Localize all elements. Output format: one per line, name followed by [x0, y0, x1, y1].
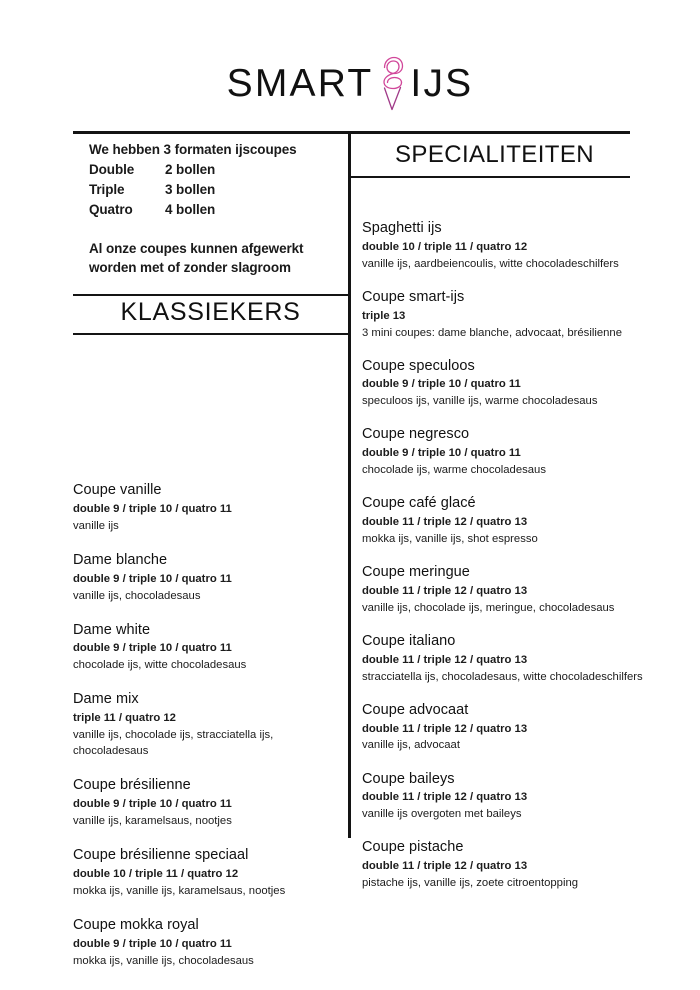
- menu-item: [362, 494, 662, 547]
- intro-block: [73, 140, 341, 278]
- item-description: mokka ijs, vanille ijs, chocoladesaus: [73, 954, 254, 967]
- item-price: double 10 / triple 11 / quatro 12: [73, 867, 239, 880]
- item-price: double 10 / triple 11 / quatro 12: [362, 240, 528, 253]
- item-description: vanille ijs: [73, 519, 119, 532]
- menu-item: [73, 621, 341, 674]
- menu-item: [73, 551, 341, 604]
- menu-item: [73, 481, 341, 534]
- item-price: triple 13: [362, 309, 406, 322]
- top-divider-rule: [73, 131, 630, 134]
- item-description: chocolade ijs, warme chocoladesaus: [362, 464, 546, 477]
- item-description: pistache ijs, vanille ijs, zoete citroentopping: [362, 877, 579, 890]
- item-price: double 11 / triple 12 / quatro 13: [362, 653, 528, 666]
- item-name: Coupe meringue: [362, 564, 470, 581]
- ice-cream-cone-icon: [375, 54, 409, 112]
- intro-note-line2: worden met of zonder slagroom: [89, 260, 291, 276]
- item-name: Coupe café glacé: [362, 495, 476, 512]
- item-name: Coupe brésilienne speciaal: [73, 847, 249, 864]
- brand-logo: [0, 52, 700, 114]
- item-name: Spaghetti ijs: [362, 220, 442, 236]
- specialiteiten-list: [362, 219, 662, 891]
- menu-item: [362, 701, 662, 754]
- size-scoops: 4 bollen: [165, 201, 216, 217]
- size-row-quatro: [89, 200, 341, 220]
- size-scoops: 2 bollen: [165, 161, 216, 177]
- size-name: Quatro: [89, 201, 133, 217]
- left-column: [73, 140, 341, 969]
- size-name: Triple: [89, 181, 125, 197]
- item-name: Coupe brésilienne: [73, 777, 191, 794]
- size-scoops: 3 bollen: [165, 181, 216, 197]
- item-description: vanille ijs, advocaat: [362, 739, 460, 752]
- logo-word-smart: SMART: [226, 61, 374, 105]
- item-description: 3 mini coupes: dame blanche, advocaat, brésilienne: [362, 326, 622, 339]
- item-description: chocolade ijs, witte chocoladesaus: [73, 659, 247, 672]
- size-name: Double: [89, 161, 135, 177]
- menu-item: [73, 690, 341, 759]
- item-name: Coupe advocaat: [362, 701, 469, 718]
- item-description: vanille ijs, chocolade ijs, meringue, chocoladesaus: [362, 601, 615, 614]
- size-row-triple: [89, 180, 341, 200]
- item-description: mokka ijs, vanille ijs, shot espresso: [362, 533, 538, 546]
- menu-item: [362, 563, 662, 616]
- item-name: Coupe pistache: [362, 839, 464, 856]
- item-description: vanille ijs, aardbeiencoulis, witte chocoladeschilfers: [362, 257, 619, 270]
- item-description: stracciatella ijs, chocoladesaus, witte chocoladeschilfers: [362, 670, 643, 683]
- item-name: Coupe negresco: [362, 426, 470, 443]
- menu-item: [362, 770, 662, 823]
- right-column: [362, 140, 662, 907]
- size-row-double: [89, 160, 341, 180]
- specialiteiten-heading: SPECIALITEITEN: [395, 141, 594, 168]
- column-divider: [348, 131, 351, 838]
- klassiekers-list: [73, 481, 341, 969]
- item-price: double 11 / triple 12 / quatro 13: [362, 516, 528, 529]
- menu-item: [362, 838, 662, 891]
- item-price: triple 11 / quatro 12: [73, 712, 176, 725]
- item-price: double 11 / triple 12 / quatro 13: [362, 791, 528, 804]
- item-description: mokka ijs, vanille ijs, karamelsaus, nootjes: [73, 884, 286, 897]
- menu-item: [73, 846, 341, 899]
- item-price: double 9 / triple 10 / quatro 11: [73, 642, 232, 655]
- item-name: Coupe speculoos: [362, 357, 475, 374]
- intro-title: We hebben 3 formaten ijscoupes: [89, 142, 297, 157]
- menu-item: [362, 357, 662, 410]
- item-description: vanille ijs, chocoladesaus: [73, 589, 201, 602]
- intro-note-line1: Al onze coupes kunnen afgewerkt: [89, 240, 304, 256]
- menu-item: [362, 288, 662, 341]
- item-name: Dame white: [73, 621, 151, 638]
- logo-word-ijs: IJS: [410, 61, 474, 105]
- menu-item: [362, 425, 662, 478]
- menu-item: [362, 632, 662, 685]
- item-price: double 9 / triple 10 / quatro 11: [73, 798, 232, 811]
- item-name: Coupe vanille: [73, 482, 162, 498]
- item-price: double 9 / triple 10 / quatro 11: [73, 937, 232, 950]
- item-description: speculoos ijs, vanille ijs, warme chocoladesaus: [362, 395, 598, 408]
- item-price: double 9 / triple 10 / quatro 11: [73, 502, 232, 515]
- item-name: Coupe smart-ijs: [362, 288, 465, 305]
- item-price: double 11 / triple 12 / quatro 13: [362, 722, 528, 735]
- menu-item: [362, 219, 662, 272]
- item-price: double 9 / triple 10 / quatro 11: [73, 572, 232, 585]
- menu-item: [73, 776, 341, 829]
- item-price: double 11 / triple 12 / quatro 13: [362, 860, 528, 873]
- item-name: Dame blanche: [73, 551, 168, 568]
- item-description: vanille ijs overgoten met baileys: [362, 808, 522, 821]
- item-name: Coupe baileys: [362, 770, 455, 787]
- item-name: Dame mix: [73, 691, 139, 708]
- item-name: Coupe mokka royal: [73, 916, 199, 933]
- item-description: vanille ijs, chocolade ijs, stracciatella ijs, chocoladesaus: [73, 729, 274, 758]
- menu-item: [73, 916, 341, 969]
- item-price: double 9 / triple 10 / quatro 11: [362, 378, 521, 391]
- klassiekers-heading: KLASSIEKERS: [120, 298, 301, 326]
- item-price: double 9 / triple 10 / quatro 11: [362, 447, 521, 460]
- item-name: Coupe italiano: [362, 632, 456, 649]
- item-price: double 11 / triple 12 / quatro 13: [362, 584, 528, 597]
- item-description: vanille ijs, karamelsaus, nootjes: [73, 815, 232, 828]
